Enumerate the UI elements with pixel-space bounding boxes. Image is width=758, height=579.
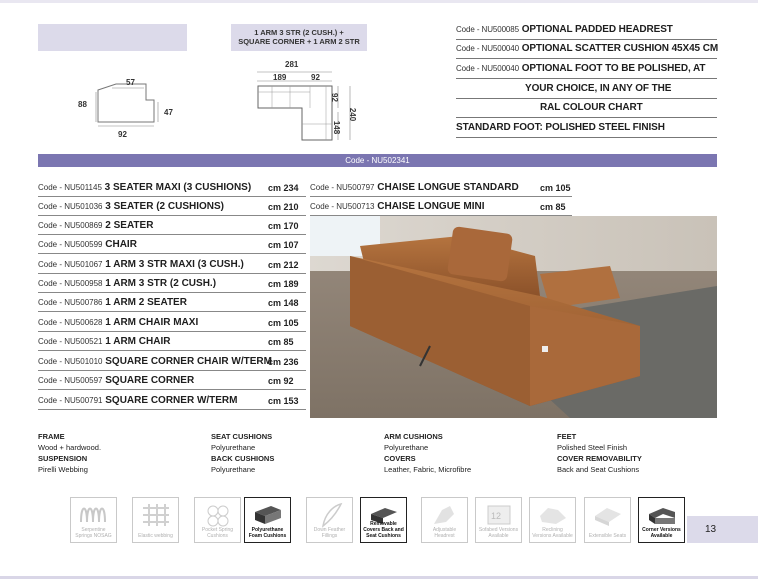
list-item-size: cm 153 [268,396,299,406]
spec-feet: FEET Polished Steel Finish COVER REMOVABILITY Back and Seat Cushions [557,432,642,474]
svg-text:12: 12 [491,511,502,521]
option-divider [456,78,717,79]
extensible-seat-icon [593,502,623,528]
option-divider [456,39,717,40]
dim-plan-depth1: 92 [329,93,339,102]
list-item-size: cm 105 [268,318,299,328]
list-item: Code - NU500628 1 ARM CHAIR MAXI [38,317,199,328]
webbing-icon [141,502,171,528]
spec-frame: FRAME Wood + hardwood. SUSPENSION Pirelli Webbing [38,432,102,474]
feature-feather: Down Feather Fillings [306,497,353,543]
list-item: Code - NU500791 SQUARE CORNER W/TERM [38,395,238,406]
list-item: Code - NU500521 1 ARM CHAIR [38,336,171,347]
standard-foot: STANDARD FOOT: POLISHED STEEL FINISH [456,122,665,133]
dim-plan-left: 189 [273,73,287,82]
recliner-icon [538,502,568,528]
dim-plan-right: 92 [311,73,320,82]
option-scatter-cushion: Code - NU500040 OPTIONAL SCATTER CUSHION 45X45 CM [456,43,719,54]
chaise-item: Code - NU500797 CHAISE LONGUE STANDARD [310,182,519,193]
config-label [231,24,367,51]
option-divider [456,137,717,138]
feature-sofabed: 12 Sofabed Versions Available [475,497,522,543]
spec-seat: SEAT CUSHIONS Polyurethane BACK CUSHIONS Polyurethane [211,432,275,474]
dim-plan-depth3: 148 [332,120,342,135]
dim-plan-depth2: 240 [348,107,358,122]
chaise-item-size: cm 105 [540,183,571,193]
option-foot-line2: YOUR CHOICE, IN ANY OF THE [525,83,672,94]
option-foot-line3: RAL COLOUR CHART [540,102,643,113]
list-item-size: cm 92 [268,376,294,386]
list-item-size: cm 212 [268,260,299,270]
feature-recliner: Reclining Versions Available [529,497,576,543]
option-divider [456,117,717,118]
model-code-bar: Code - NU502341 [38,154,717,167]
row-divider [38,253,306,254]
feature-foam: Polyurethane Foam Cushions [244,497,291,543]
list-item-size: cm 107 [268,240,299,250]
list-item: Code - NU501145 3 SEATER MAXI (3 CUSHIONS) [38,182,252,193]
foam-cushion-icon [253,502,283,528]
row-divider [38,311,306,312]
corner-sofa-icon [647,502,677,528]
sofa-photo [310,216,717,418]
model-name-box [38,24,187,51]
dim-plan-total: 281 [285,60,299,69]
list-item: Code - NU500597 SQUARE CORNER [38,375,195,386]
top-rule [0,0,758,3]
list-item: Code - NU500958 1 ARM 3 STR (2 CUSH.) [38,278,217,289]
row-divider [310,196,572,197]
dim-depth: 92 [118,130,127,139]
plan-drawing [250,66,360,152]
list-item-size: cm 210 [268,202,299,212]
list-item-size: cm 170 [268,221,299,231]
list-item-size: cm 85 [268,337,294,347]
page-number: 13 [687,516,758,543]
pocket-spring-icon [203,502,233,528]
config-line-2: SQUARE CORNER + 1 ARM 2 STR [238,37,360,46]
row-divider [38,273,306,274]
feature-spring: Serpentine Springs NOSAG [70,497,117,543]
sofabed-icon [484,502,514,528]
chaise-item-size: cm 85 [540,202,566,212]
list-item: Code - NU500599 CHAIR [38,239,137,250]
row-divider [38,215,306,216]
dim-seat: 47 [164,108,173,117]
option-divider [456,98,717,99]
feature-extensible: Extensible Seats [584,497,631,543]
feather-icon [315,502,345,528]
config-line-1: 1 ARM 3 STR (2 CUSH.) + [254,28,344,37]
list-item: Code - NU501010 SQUARE CORNER CHAIR W/TERM [38,356,272,367]
row-divider [38,331,306,332]
row-divider [38,370,306,371]
feature-corner: Corner Versions Available [638,497,685,543]
list-item-size: cm 234 [268,183,299,193]
list-item-size: cm 236 [268,357,299,367]
headrest-icon [430,502,460,528]
row-divider [38,409,306,410]
list-item: Code - NU501036 3 SEATER (2 CUSHIONS) [38,201,224,212]
list-item: Code - NU500786 1 ARM 2 SEATER [38,297,187,308]
spring-icon [79,502,109,528]
feature-webbing: Elastic webbing [132,497,179,543]
list-item-size: cm 148 [268,298,299,308]
list-item-size: cm 189 [268,279,299,289]
chaise-item: Code - NU500713 CHAISE LONGUE MINI [310,201,485,212]
feature-pocket-spring: Pocket Spring Cushions [194,497,241,543]
row-divider [38,234,306,235]
row-divider [38,196,306,197]
list-item: Code - NU501067 1 ARM 3 STR MAXI (3 CUSH.) [38,259,244,270]
dim-top: 57 [126,78,135,87]
list-item: Code - NU500869 2 SEATER [38,220,154,231]
feature-removable: Removable Covers Back and Seat Cushions [360,497,407,543]
option-headrest: Code - NU500085 OPTIONAL PADDED HEADREST [456,24,673,35]
row-divider [38,350,306,351]
option-foot: Code - NU500040 OPTIONAL FOOT TO BE POLISHED, AT [456,63,706,74]
spec-arm: ARM CUSHIONS Polyurethane COVERS Leather, Fabric, Microfibre [384,432,472,474]
option-divider [456,58,717,59]
feature-headrest: Adjustable Headrest [421,497,468,543]
dim-height: 88 [78,100,87,109]
row-divider [38,292,306,293]
row-divider [38,389,306,390]
